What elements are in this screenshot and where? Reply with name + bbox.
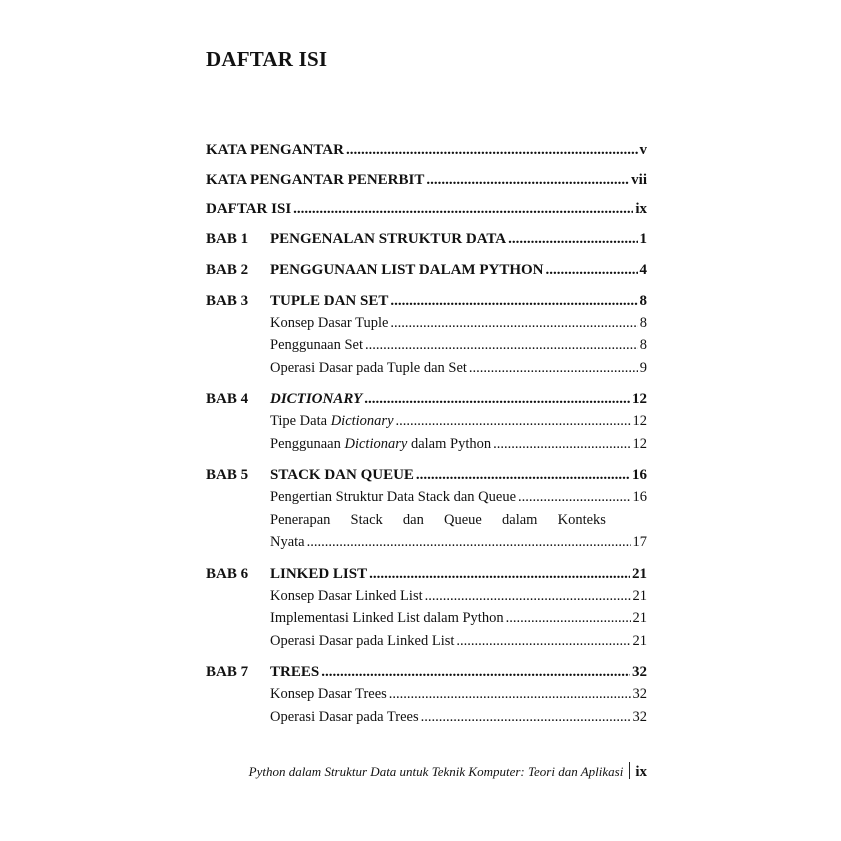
dot-leader [365,337,638,354]
toc-chapter [206,664,647,731]
toc-page-number: 32 [632,708,647,725]
toc-subsection-text: Nyata [270,534,305,550]
toc-section-entry [206,142,647,164]
toc-chapter-row [206,391,647,413]
toc-subsection-list [206,686,647,731]
toc-subsection-list [206,413,647,458]
toc-chapter-number: BAB 4 [206,391,249,407]
toc-chapter-number: BAB 3 [206,292,249,309]
toc-subsection-text: dalam Python [407,435,492,452]
toc-page-number: 21 [632,610,647,626]
dot-leader [389,686,631,703]
footer-page-number: ix [635,764,647,780]
toc-subsection-list [206,315,647,383]
toc-subsection-label [270,337,363,354]
toc-chapter-title: PENGENALAN STRUKTUR DATA [270,230,507,247]
toc-chapter-row [206,467,647,489]
toc-subsection-text: Pengertian Struktur Data Stack dan Queue [270,489,517,505]
toc-subsection-entry [270,534,647,557]
toc-subsection-label [270,315,388,332]
dot-leader [390,293,637,310]
toc-page-number: 17 [632,534,647,550]
dot-leader [293,201,633,218]
toc-page-number: 8 [639,314,647,331]
toc-subsection-entry [270,436,647,459]
toc-page-number: 12 [632,391,647,407]
toc-page-number: 21 [632,632,647,649]
toc-subsection-word: Queue [444,511,482,528]
toc-subsection-entry [270,315,647,338]
toc-page-number: 1 [639,230,647,247]
toc-chapter-title-wrap [270,391,647,408]
toc-chapter-row [206,293,647,315]
dot-leader [546,262,638,279]
toc-section-entry [206,201,647,223]
toc-subsection-label [270,588,423,605]
toc-subsection-text: Konsep Dasar Trees [270,686,387,702]
toc-subsection-list [206,588,647,656]
toc-subsection-text: Dictionary [330,413,394,429]
toc-page-number: 8 [639,292,647,309]
footer-divider [629,762,630,779]
toc-chapter-row [206,231,647,253]
toc-subsection-label [270,686,387,703]
toc-page-number: 32 [632,686,647,702]
toc-subsection-entry [270,709,647,732]
toc-subsection-label [270,633,454,650]
toc-page-number: 4 [639,261,647,278]
toc-page-number: 16 [632,467,647,483]
toc-chapter-row [206,664,647,686]
toc-subsection-label [270,436,491,453]
toc-subsection-label [270,489,516,506]
toc-subsection-entry [270,360,647,383]
toc-subsection-word: dalam [502,511,538,528]
toc-page-number: 32 [632,664,647,680]
toc-chapter-number: BAB 5 [206,467,249,483]
toc-page-number: v [639,142,647,158]
toc-subsection-entry [270,633,647,656]
dot-leader [396,413,631,430]
toc-subsection-text: Konsep Dasar Tuple [270,314,389,331]
toc-chapter-title: TREES [270,664,320,680]
dot-leader [321,664,630,681]
toc-subsection-label [270,610,504,627]
toc-page-number: 12 [632,435,647,452]
toc-subsection-label [270,413,394,430]
toc-subsection-label [270,360,467,377]
toc-subsection-text: Tipe Data [270,413,331,429]
toc-chapter-number: BAB 6 [206,565,249,582]
toc-chapter-title: DICTIONARY [270,391,363,407]
toc-page-number: 8 [639,337,647,353]
toc-chapter-title: LINKED LIST [270,565,368,582]
toc-page-number: 21 [632,565,647,582]
dot-leader [416,467,630,484]
toc-chapter-title-wrap [270,231,647,248]
dot-leader [390,315,637,332]
toc-subsection-word: dan [402,511,424,528]
toc-subsection-label [270,534,305,551]
toc-page-number: 9 [639,359,647,376]
toc-subsection-label [270,709,419,726]
toc-subsection-wrapped-line [270,512,606,535]
toc-chapter-title-wrap [270,293,647,310]
toc-subsection-entry [270,610,647,633]
toc-subsection-text: Implementasi Linked List dalam Python [270,610,504,626]
page-title: DAFTAR ISI [206,47,328,71]
toc-section-label: KATA PENGANTAR [206,142,344,158]
footer-book-title: Python dalam Struktur Data untuk Teknik Komputer: Teori dan Aplikasi [248,764,624,779]
dot-leader [364,391,630,408]
toc-chapter-title: TUPLE DAN SET [270,292,389,309]
toc-subsection-text: Penggunaan Set [270,337,364,353]
page-footer [0,762,647,781]
toc-chapter [206,467,647,557]
toc-subsection-text: Operasi Dasar pada Tuple dan Set [270,359,467,376]
toc-page-number: vii [631,171,647,188]
toc-chapter-row [206,566,647,588]
toc-page-number: 16 [632,489,647,505]
toc-subsection-word: Konteks [557,511,606,528]
toc-subsection-entry [270,337,647,360]
dot-leader [508,231,637,248]
toc-subsection-text: Konsep Dasar Linked List [270,587,423,604]
toc-chapter-title-wrap [270,664,647,681]
toc-page-number: 12 [632,413,647,429]
toc-page-number: ix [635,201,647,217]
dot-leader [518,489,630,506]
toc-subsection-text: Operasi Dasar pada Linked List [270,632,455,649]
toc-subsection-text: Penggunaan [270,435,345,452]
toc-chapter-row [206,262,647,284]
dot-leader [346,142,638,159]
toc-section-label: DAFTAR ISI [206,201,292,217]
toc-chapter-title-wrap [270,262,647,279]
toc-chapter-number: BAB 1 [206,230,249,247]
dot-leader [425,588,631,605]
toc-chapter [206,566,647,656]
dot-leader [506,610,631,627]
toc-chapter [206,262,647,284]
dot-leader [426,172,629,189]
dot-leader [456,633,630,650]
toc-chapter [206,293,647,383]
toc-subsection-word: Penerapan [270,511,331,528]
toc-subsection-entry [270,413,647,436]
toc-chapter [206,391,647,458]
toc-chapter [206,231,647,253]
toc-subsection-text: Dictionary [344,435,408,452]
toc-subsection-word: Stack [350,511,383,528]
toc-subsection-entry [270,489,647,512]
dot-leader [493,436,630,453]
toc-subsection-text: Operasi Dasar pada Trees [270,708,419,725]
toc-section-label: KATA PENGANTAR PENERBIT [206,171,425,188]
toc-chapter-number: BAB 2 [206,261,249,278]
toc-subsection-list [206,489,647,557]
toc-section-entry [206,172,647,194]
toc-chapter-number: BAB 7 [206,664,249,680]
toc-chapter-title-wrap [270,467,647,484]
toc-subsection-entry [270,686,647,709]
toc-subsection-entry [270,588,647,611]
toc-page-number: 21 [632,587,647,604]
dot-leader [469,360,638,377]
dot-leader [307,534,631,551]
table-of-contents [206,142,647,740]
toc-chapter-title: STACK DAN QUEUE [270,467,414,483]
toc-chapter-title: PENGGUNAAN LIST DALAM PYTHON [270,261,544,278]
dot-leader [369,566,630,583]
toc-chapter-title-wrap [270,566,647,583]
dot-leader [421,709,631,726]
